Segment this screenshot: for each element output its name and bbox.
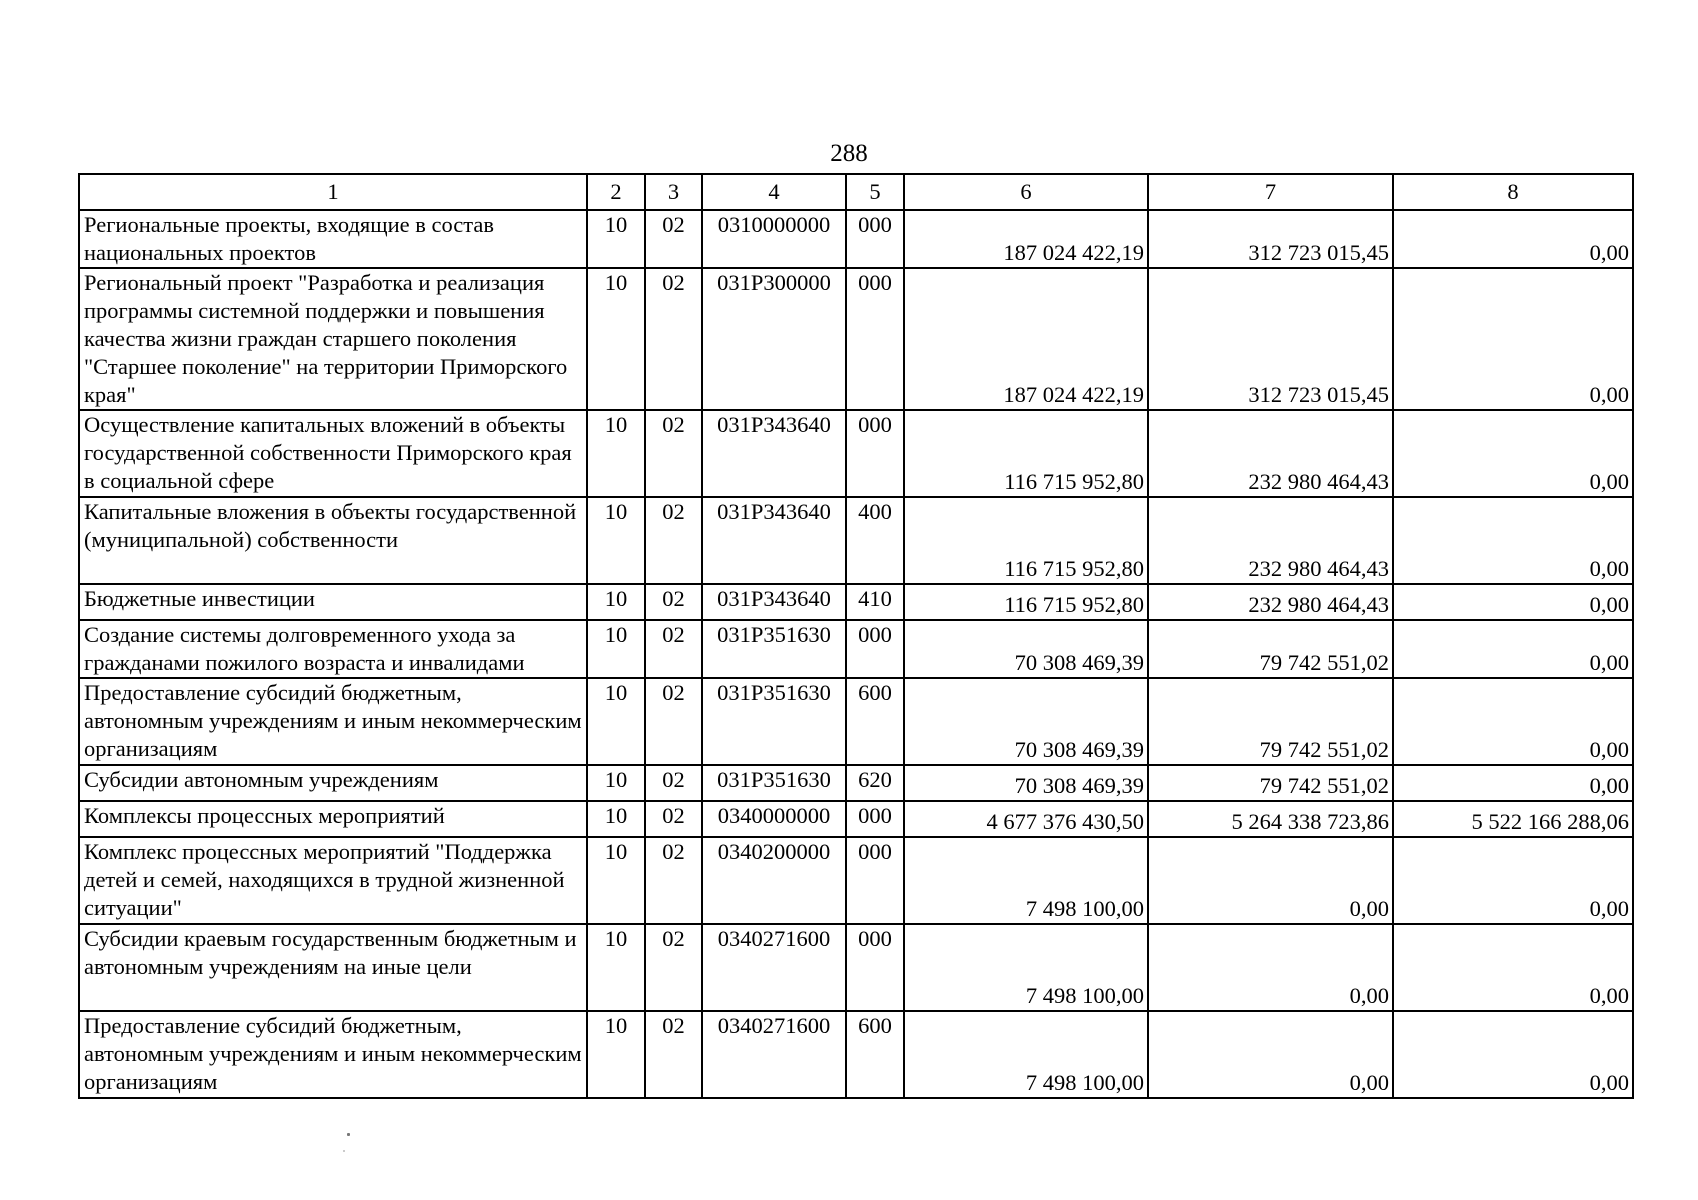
table-row [79,584,1633,620]
subsection-code: 02 [645,620,702,678]
target-article-code: 0340000000 [702,801,846,837]
amount-col-8: 0,00 [1393,620,1633,678]
target-article-code: 0340271600 [702,1011,846,1098]
section-code: 10 [587,620,645,678]
amount-col-6: 116 715 952,80 [904,584,1148,620]
amount-col-8: 0,00 [1393,837,1633,924]
amount-col-7: 79 742 551,02 [1148,765,1393,801]
page-number: 288 [830,140,868,167]
column-number: 5 [846,174,904,210]
table-row [79,210,1633,268]
target-article-code: 031P351630 [702,765,846,801]
column-number: 7 [1148,174,1393,210]
subsection-code: 02 [645,410,702,497]
subsection-code: 02 [645,924,702,1011]
amount-col-7: 232 980 464,43 [1148,584,1393,620]
scan-speck [347,1133,350,1136]
amount-col-7: 0,00 [1148,924,1393,1011]
expense-type-code: 000 [846,801,904,837]
table-row [79,410,1633,497]
column-number: 6 [904,174,1148,210]
amount-col-8: 0,00 [1393,210,1633,268]
column-number: 2 [587,174,645,210]
expense-type-code: 620 [846,765,904,801]
item-name: Создание системы долговременного ухода за гражданами пожилого возраста и инвалидами [79,620,587,678]
item-name: Региональные проекты, входящие в состав национальных проектов [79,210,587,268]
amount-col-6: 70 308 469,39 [904,620,1148,678]
table-row [79,837,1633,924]
subsection-code: 02 [645,837,702,924]
item-name: Предоставление субсидий бюджетным, автономным учреждениям и иным некоммерческим организациям [79,678,587,765]
amount-col-8: 0,00 [1393,678,1633,765]
amount-col-7: 312 723 015,45 [1148,268,1393,410]
table-row [79,678,1633,765]
item-name: Комплексы процессных мероприятий [79,801,587,837]
table-row [79,497,1633,584]
amount-col-7: 0,00 [1148,837,1393,924]
amount-col-7: 79 742 551,02 [1148,678,1393,765]
amount-col-8: 0,00 [1393,1011,1633,1098]
amount-col-6: 116 715 952,80 [904,410,1148,497]
section-code: 10 [587,765,645,801]
expense-type-code: 000 [846,268,904,410]
amount-col-8: 0,00 [1393,268,1633,410]
amount-col-7: 5 264 338 723,86 [1148,801,1393,837]
item-name: Осуществление капитальных вложений в объекты государственной собственности Приморского края в социальной сфере [79,410,587,497]
amount-col-8: 0,00 [1393,584,1633,620]
section-code: 10 [587,210,645,268]
budget-table [78,173,1634,1099]
section-code: 10 [587,584,645,620]
target-article-code: 0340200000 [702,837,846,924]
section-code: 10 [587,268,645,410]
table-row [79,765,1633,801]
scan-speck [343,1150,345,1152]
expense-type-code: 000 [846,924,904,1011]
section-code: 10 [587,1011,645,1098]
amount-col-6: 4 677 376 430,50 [904,801,1148,837]
expense-type-code: 000 [846,210,904,268]
target-article-code: 031P343640 [702,497,846,584]
table-row [79,620,1633,678]
expense-type-code: 000 [846,837,904,924]
amount-col-7: 232 980 464,43 [1148,497,1393,584]
column-number-row [79,174,1633,210]
item-name: Бюджетные инвестиции [79,584,587,620]
column-number: 1 [79,174,587,210]
amount-col-6: 116 715 952,80 [904,497,1148,584]
amount-col-7: 79 742 551,02 [1148,620,1393,678]
amount-col-6: 7 498 100,00 [904,837,1148,924]
column-number: 8 [1393,174,1633,210]
amount-col-6: 187 024 422,19 [904,210,1148,268]
table-row [79,924,1633,1011]
column-number: 3 [645,174,702,210]
expense-type-code: 000 [846,410,904,497]
amount-col-8: 0,00 [1393,497,1633,584]
amount-col-8: 5 522 166 288,06 [1393,801,1633,837]
target-article-code: 031P351630 [702,678,846,765]
item-name: Предоставление субсидий бюджетным, автономным учреждениям и иным некоммерческим организациям [79,1011,587,1098]
table-row [79,801,1633,837]
section-code: 10 [587,678,645,765]
subsection-code: 02 [645,765,702,801]
section-code: 10 [587,497,645,584]
amount-col-6: 187 024 422,19 [904,268,1148,410]
target-article-code: 031P351630 [702,620,846,678]
amount-col-8: 0,00 [1393,410,1633,497]
subsection-code: 02 [645,1011,702,1098]
amount-col-7: 312 723 015,45 [1148,210,1393,268]
expense-type-code: 600 [846,1011,904,1098]
item-name: Региональный проект "Разработка и реализация программы системной поддержки и повышения качества жизни граждан старшего поколения "Старшее поколение" на территории Приморского края" [79,268,587,410]
column-number: 4 [702,174,846,210]
target-article-code: 031P300000 [702,268,846,410]
amount-col-6: 7 498 100,00 [904,924,1148,1011]
subsection-code: 02 [645,210,702,268]
section-code: 10 [587,837,645,924]
amount-col-7: 0,00 [1148,1011,1393,1098]
amount-col-6: 70 308 469,39 [904,765,1148,801]
expense-type-code: 410 [846,584,904,620]
expense-type-code: 000 [846,620,904,678]
item-name: Субсидии краевым государственным бюджетным и автономным учреждениям на иные цели [79,924,587,1011]
amount-col-6: 7 498 100,00 [904,1011,1148,1098]
section-code: 10 [587,410,645,497]
subsection-code: 02 [645,584,702,620]
target-article-code: 031P343640 [702,584,846,620]
amount-col-8: 0,00 [1393,765,1633,801]
subsection-code: 02 [645,268,702,410]
subsection-code: 02 [645,497,702,584]
expense-type-code: 400 [846,497,904,584]
amount-col-7: 232 980 464,43 [1148,410,1393,497]
table-row [79,268,1633,410]
section-code: 10 [587,801,645,837]
amount-col-6: 70 308 469,39 [904,678,1148,765]
table-row [79,1011,1633,1098]
subsection-code: 02 [645,801,702,837]
item-name: Капитальные вложения в объекты государственной (муниципальной) собственности [79,497,587,584]
item-name: Субсидии автономным учреждениям [79,765,587,801]
subsection-code: 02 [645,678,702,765]
target-article-code: 0310000000 [702,210,846,268]
amount-col-8: 0,00 [1393,924,1633,1011]
expense-type-code: 600 [846,678,904,765]
target-article-code: 031P343640 [702,410,846,497]
item-name: Комплекс процессных мероприятий "Поддержка детей и семей, находящихся в трудной жизненной ситуации" [79,837,587,924]
section-code: 10 [587,924,645,1011]
target-article-code: 0340271600 [702,924,846,1011]
